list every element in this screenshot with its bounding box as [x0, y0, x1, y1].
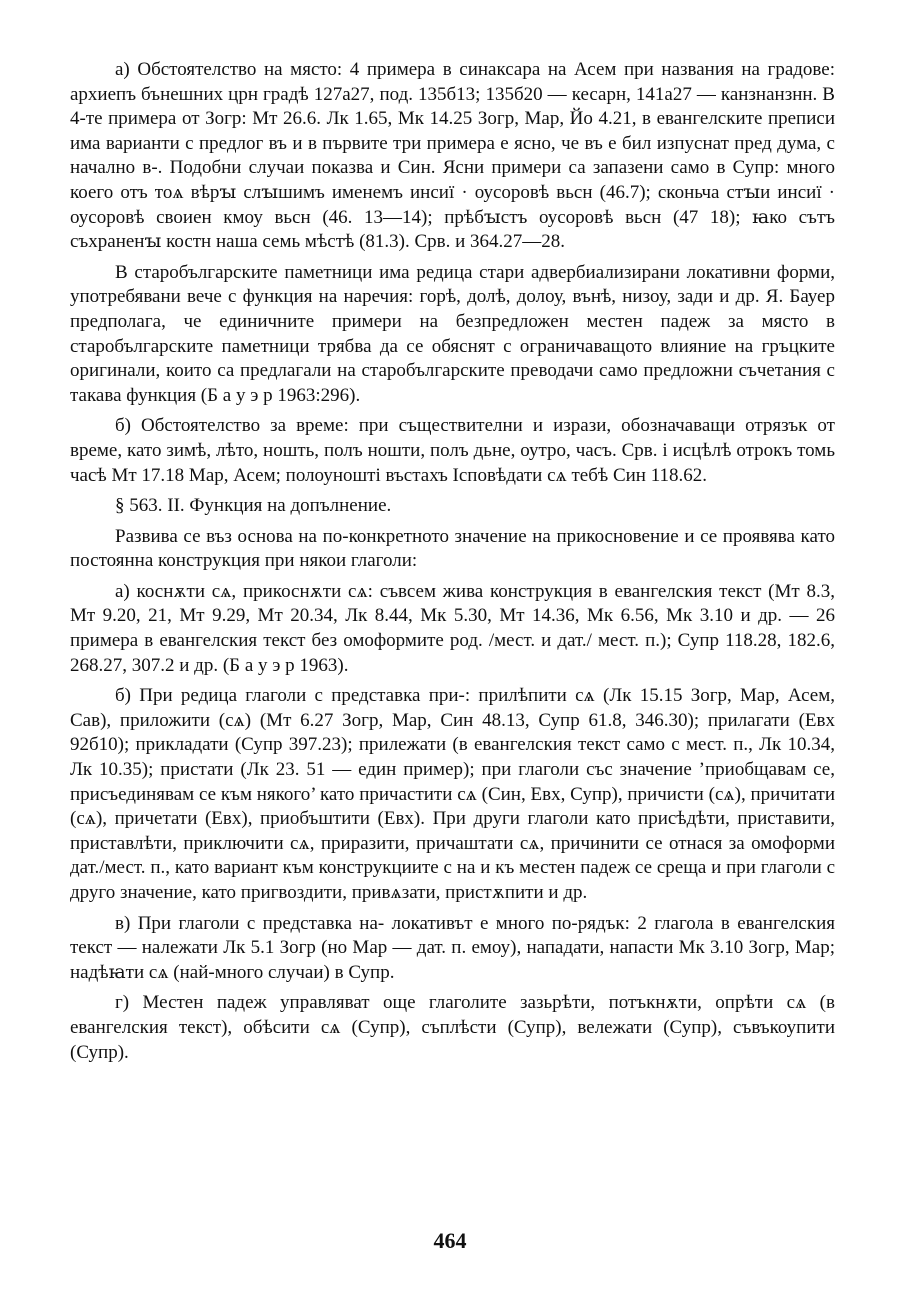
- page-body: [70, 58, 835, 1071]
- section-heading-563: § 563. II. Функция на допълнение.: [115, 495, 392, 517]
- paragraph-prefix-pri-verbs: б) При редица глаголи с представка при-: прилѣпити сѧ (Лк 15.15 Зогр, Мар, Асем, Сав), приложити (сѧ) (Мт 6.27 Зогр, Мар, Син 48.13, Супр 61.8, 346.30); прилагати (Евх 92б10); прикладати (Супр 397.23); прилежати (в евангелския текст само с мест. п., Лк 10.34, Лк 10.35); пристати (Лк 23. 51 — един пример); при глаголи със значение ’приобщавам се, присъединявам се към някого’ като причастити сѧ (Син, Евх, Супр), причисти (сѧ), причитати (сѧ), причетати (Евх), приобъштити (Евх). При други глаголи като присѣдѣти, приставити, приставлѣти, приключити сѧ, приразити, причаштати сѧ, причинити се отнася за омоформи дат./мест. п., като вариант към конструкциите с на и къ местен падеж се среща и при глаголи с друго значение, като пригвоздити, привѧзати, пристѫпити и др.: [70, 685, 835, 903]
- paragraph-object-function-intro: Развива се въз основа на по-конкретното значение на прикосновение и се проявява като постоянна конструкция при някои глаголи:: [70, 525, 835, 572]
- paragraph-other-verbs: г) Местен падеж управляват още глаголите зазьрѣти, потъкнѫти, опрѣти сѧ (в евангелския текст), обѣсити сѧ (Супр), съплѣсти (Супр), вележати (Супр), съвъкоупити (Супр).: [70, 992, 835, 1063]
- paragraph-prefix-na-verbs: в) При глаголи с представка на- локативът е много по-рядък: 2 глагола в евангелския текст — належати Лк 5.1 Зогр (но Мар — дат. п. емоу), нападати, напасти Мк 3.10 Зогр, Мар; надѣꙗти сѧ (най-много случаи) в Супр.: [70, 912, 835, 983]
- page-number: 464: [433, 1228, 467, 1253]
- paragraph-place-circumstance: а) Обстоятелство на място: 4 примера в синаксара на Асем при названия на градове: архиепъ бънешних црн градѣ 127а27, под. 135б13; 135б20 — кесарн, 141а27 — канзнанзнн. В 4-те примера от Зогр: Мт 26.6. Лк 1.65, Мк 14.25 Зогр, Мар, Йо 4.21, в евангелските преписи има варианти с предлог въ и в първите три примера е ясно, че въ е бил изпуснат пред дума, с начално в-. Подобни случаи показва и Син. Ясни примери са запазени само в Супр: много коего отъ тоѧ вѣрꙑ слꙑшимъ именемъ инсиї · оусоровѣ вьсн (46.7); сконьча стꙑи инсиї · оусоровѣ своиен кмоу вьсн (46. 13—14); прѣбꙑстъ оусоровѣ вьсн (47 18); ꙗко сътъ съхраненꙑ костн наша семь мѣстѣ (81.3). Срв. и 364.27—28.: [70, 59, 835, 253]
- paragraph-time-circumstance: б) Обстоятелство за време: при съществителни и изрази, обозначаващи отрязък от време, като зимѣ, лѣто, ношть, полъ ношти, полъ дьне, оутро, часъ. Срв. і исцѣлѣ отрокъ томь часѣ Мт 17.18 Мар, Асем; полоуношті въстахъ Ісповѣдати сѧ тебѣ Син 118.62.: [70, 415, 835, 486]
- paragraph-verbs-touch: а) коснѫти сѧ, прикоснѫти сѧ: съвсем жива конструкция в евангелския текст (Мт 8.3, Мт 9.20, 21, Мт 9.29, Мт 20.34, Лк 8.44, Мк 5.30, Мт 14.36, Мк 6.56, Мк 3.10 и др. — 26 примера в евангелския текст без омоформите род. /мест. и дат./ мест. п.); Супр 118.28, 182.6, 268.27, 307.2 и др. (Б а у э р 1963).: [70, 580, 835, 676]
- paragraph-adverbial-locatives: В старобългарските паметници има редица стари адвербиализирани локативни форми, употребявани вече с функция на наречия: горѣ, долѣ, долоу, вънѣ, низоу, зади и др. Я. Бауер предполага, че единичните примери на безпредложен местен падеж за място в старобългарските паметници трябва да се обяснят с ограничаващото влияние на гръцките оригинали, които са предлагали на старобългарските преводачи само предложни съчетания с такава функция (Б а у э р 1963:296).: [70, 261, 835, 406]
